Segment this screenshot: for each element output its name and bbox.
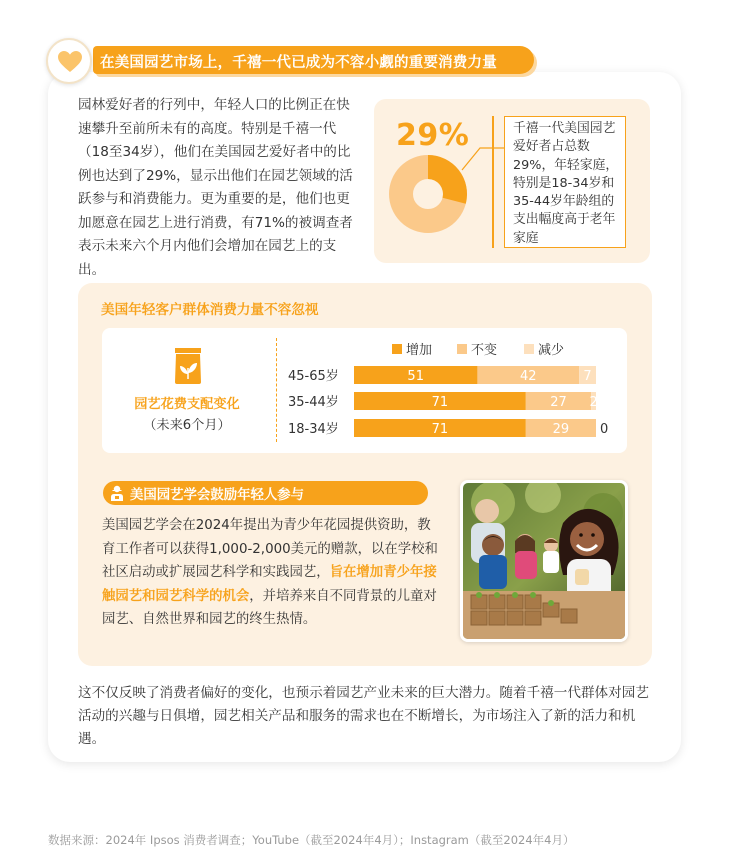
data-label-0-2: 7 [583, 369, 592, 384]
category-label-2: 18-34岁 [288, 422, 339, 437]
data-label-0-0: 51 [407, 369, 424, 384]
data-label-1-1: 27 [550, 395, 567, 410]
stat-percentage: 29% [396, 118, 470, 153]
chart-divider [276, 338, 277, 442]
outro-paragraph: 这不仅反映了消费者偏好的变化，也预示着园艺产业未来的巨大潜力。随着千禧一代群体对园艺活动的兴趣与日俱增，园艺相关产品和服务的需求也在不断增长，为市场注入了新的活力和机遇。 [78, 685, 649, 747]
data-source: 数据来源：2024年 Ipsos 消费者调查；YouTube（截至2024年4月）；Instagram（截至2024年4月） [48, 833, 575, 847]
data-label-2-2: 0 [600, 422, 609, 437]
society-paragraph [102, 514, 442, 632]
category-label-1: 35-44岁 [288, 395, 339, 410]
society-text-end: ，并培养来自不同背景的儿童对园艺、自然世界和园艺的终生热情。 [102, 588, 437, 628]
legend-label-2: 减少 [538, 343, 565, 358]
stat-note: 千禧一代美国园艺爱好者占总数29%，年轻家庭，特别是18-34岁和35-44岁年龄组的支出幅度高于老年家庭 [504, 116, 626, 248]
data-label-2-1: 29 [552, 422, 570, 437]
children-gardening-photo [460, 480, 628, 642]
chart-subcaption: （未来6个月） [143, 418, 231, 433]
stat-note-bar [492, 116, 496, 248]
intro-paragraph: 园林爱好者的行列中，年轻人口的比例正在快速攀升至前所未有的高度。特别是千禧一代（18至34岁），他们在美国园艺爱好者中的比例也达到了29%，显示出他们在园艺领域的活跃参与和消费能力。更为重要的是，他们也更加愿意在园艺上进行消费，有71%的被调查者表示未来六个月内他们会增加在园艺上的支出。 [78, 97, 353, 278]
page-title: 在美国园艺市场上，千禧一代已成为不容小觑的重要消费力量 [100, 55, 497, 71]
data-label-1-0: 71 [431, 395, 449, 410]
legend-swatch-0 [392, 344, 402, 354]
data-label-0-1: 42 [519, 369, 537, 384]
gardener-icon [110, 485, 124, 501]
heart-icon [58, 51, 82, 73]
pill-title: 美国园艺学会鼓励年轻人参与 [130, 488, 305, 503]
donut-chart [388, 154, 468, 234]
data-label-1-2: 2 [589, 395, 598, 410]
spending-change-chart [284, 336, 618, 444]
society-text-highlight: 旨在增加青少年接触园艺和园艺科学的机会 [102, 565, 437, 604]
legend-swatch-2 [524, 344, 534, 354]
legend-swatch-1 [457, 344, 467, 354]
legend-label-0: 增加 [406, 343, 433, 358]
legend-label-1: 不变 [471, 343, 498, 358]
heart-badge [46, 38, 92, 84]
seed-bag-icon [173, 348, 203, 384]
data-label-2-0: 71 [431, 422, 449, 437]
category-label-0: 45-65岁 [288, 369, 339, 384]
society-text-start: 美国园艺学会在2024年提出为青少年花园提供资助，教育工作者可以获得1,000-2,000美元的赠款，以在学校和社区启动或扩展园艺科学和实践园艺， [102, 518, 438, 581]
leader-line [460, 116, 506, 176]
panel-title: 美国年轻客户群体消费力量不容忽视 [101, 302, 319, 318]
chart-caption: 园艺花费支配变化 [134, 397, 240, 412]
